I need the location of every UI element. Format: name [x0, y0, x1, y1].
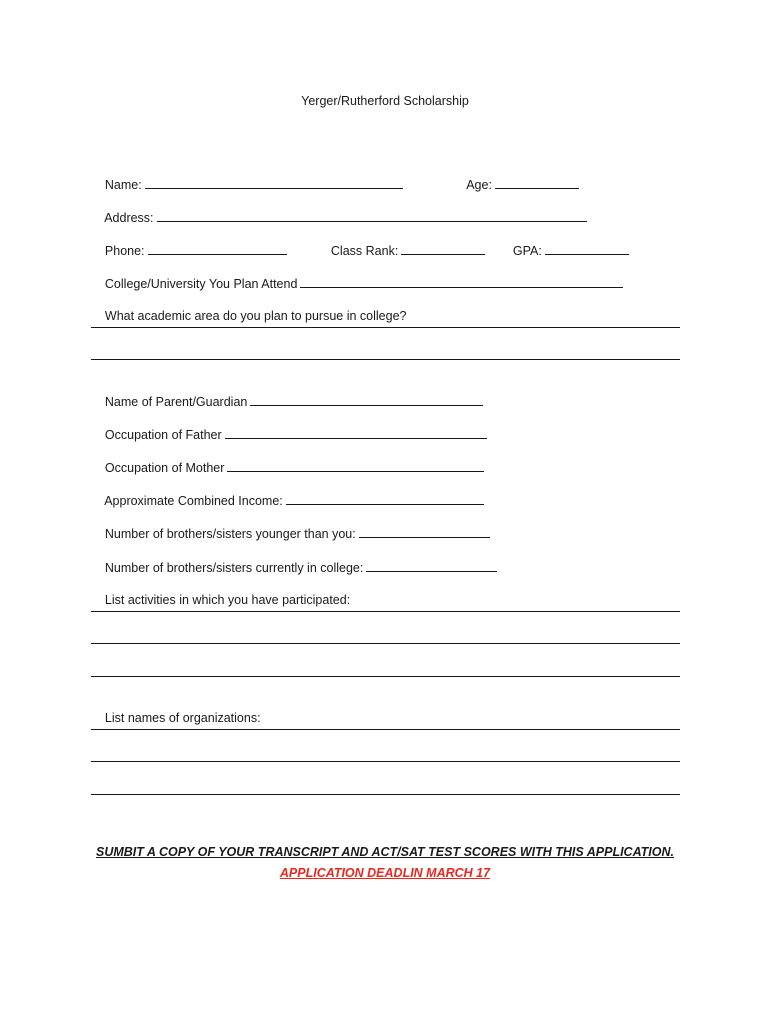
gpa-label: GPA:: [512, 244, 542, 258]
name-label: Name:: [104, 178, 142, 192]
father-label: Occupation of Father: [104, 428, 222, 442]
name-field[interactable]: [145, 176, 403, 189]
organizations-field-line-2[interactable]: [91, 761, 680, 762]
activities-label: List activities in which you have participated:: [104, 593, 351, 607]
academic-area-field-line-2[interactable]: [91, 359, 680, 360]
phone-label: Phone:: [104, 244, 145, 258]
college-field[interactable]: [300, 275, 623, 288]
organizations-row: [91, 694, 261, 742]
parent-label: Name of Parent/Guardian: [104, 395, 248, 409]
college-label: College/University You Plan Attend: [104, 277, 298, 291]
document-title: Yerger/Rutherford Scholarship: [301, 94, 469, 108]
class-rank-label: Class Rank:: [330, 244, 399, 258]
siblings-in-college-label: Number of brothers/sisters currently in college:: [104, 561, 364, 575]
gpa-field[interactable]: [545, 242, 629, 255]
submission-instruction: SUMBIT A COPY OF YOUR TRANSCRIPT AND ACT/SAT TEST SCORES WITH THIS APPLICATION.: [95, 845, 675, 859]
class-rank-field[interactable]: [401, 242, 485, 255]
academic-area-row: [91, 292, 406, 340]
mother-field[interactable]: [227, 459, 484, 472]
activities-row: [91, 576, 350, 624]
younger-siblings-field[interactable]: [359, 525, 490, 538]
phone-field[interactable]: [148, 242, 287, 255]
mother-label: Occupation of Mother: [104, 461, 225, 475]
address-field[interactable]: [157, 209, 587, 222]
activities-field-line-1[interactable]: [91, 611, 680, 612]
age-label: Age:: [466, 178, 492, 192]
academic-area-field-line-1[interactable]: [91, 327, 680, 328]
parent-field[interactable]: [250, 393, 483, 406]
activities-field-line-2[interactable]: [91, 643, 680, 644]
income-label: Approximate Combined Income:: [104, 494, 283, 508]
activities-field-line-3[interactable]: [91, 676, 680, 677]
organizations-label: List names of organizations:: [104, 711, 261, 725]
application-deadline: APPLICATION DEADLIN MARCH 17: [279, 866, 491, 880]
organizations-field-line-1[interactable]: [91, 729, 680, 730]
siblings-in-college-field[interactable]: [366, 559, 497, 572]
academic-area-label: What academic area do you plan to pursue in college?: [104, 309, 407, 323]
age-field[interactable]: [495, 176, 579, 189]
organizations-field-line-3[interactable]: [91, 794, 680, 795]
younger-siblings-label: Number of brothers/sisters younger than you:: [104, 527, 356, 541]
address-label: Address:: [104, 211, 154, 225]
father-field[interactable]: [225, 426, 487, 439]
income-field[interactable]: [286, 492, 484, 505]
